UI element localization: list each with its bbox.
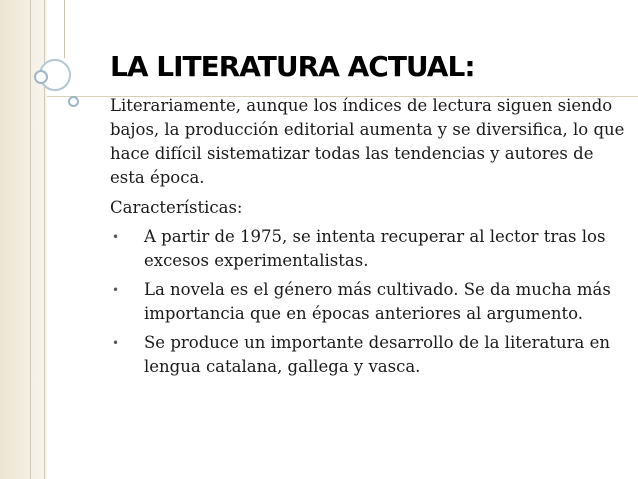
decorative-circle-small: [68, 96, 79, 107]
decorative-line: [64, 0, 65, 58]
decorative-circle-medium: [34, 70, 48, 84]
bullet-icon: •: [112, 230, 120, 244]
bullet-list: [110, 225, 630, 379]
bullet-item: [110, 331, 630, 379]
bullet-text: A partir de 1975, se intenta recuperar al lector tras los excesos experimentalistas.: [144, 227, 606, 270]
bullet-item: [110, 225, 630, 273]
band-line: [30, 0, 31, 479]
slide-body: [110, 94, 630, 379]
bullet-text: Se produce un importante desarrollo de la literatura en lengua catalana, gallega y vasca.: [144, 333, 610, 376]
characteristics-heading: Características:: [110, 198, 243, 217]
bullet-icon: •: [112, 336, 120, 350]
slide-title: LA LITERATURA ACTUAL:: [110, 50, 475, 83]
bullet-item: [110, 278, 630, 326]
bullet-text: La novela es el género más cultivado. Se da mucha más importancia que en épocas anteriores al argumento.: [144, 280, 611, 323]
intro-paragraph: Literariamente, aunque los índices de lectura siguen siendo bajos, la producción editorial aumenta y se diversifica, lo que hace difícil sistematizar todas las tendencias y autores de esta época.: [110, 96, 625, 187]
bullet-icon: •: [112, 283, 120, 297]
